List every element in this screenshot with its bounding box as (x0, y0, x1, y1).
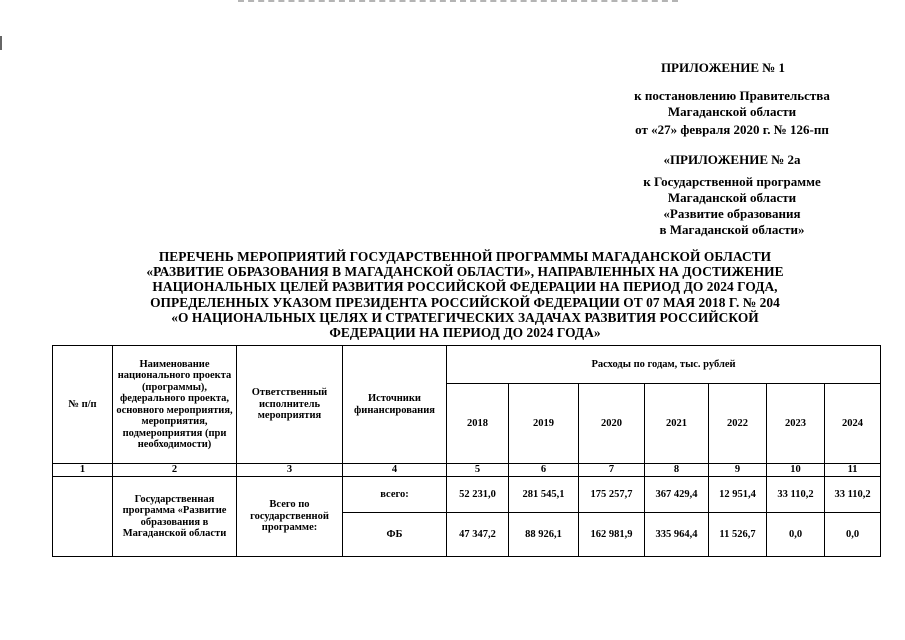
appendix-header (560, 60, 880, 238)
program-executor: Всего по государственной программе: (237, 477, 343, 557)
column-number: 10 (767, 464, 825, 477)
header-year: 2018 (447, 384, 509, 464)
column-number: 9 (709, 464, 767, 477)
header-year: 2024 (825, 384, 881, 464)
column-number: 2 (113, 464, 237, 477)
header-source: Источники финансирования (343, 346, 447, 464)
column-number: 5 (447, 464, 509, 477)
title-line: ФЕДЕРАЦИИ НА ПЕРИОД ДО 2024 ГОДА» (329, 325, 601, 341)
column-number: 1 (53, 464, 113, 477)
title-line: ОПРЕДЕЛЕННЫХ УКАЗОМ ПРЕЗИДЕНТА РОССИЙСКОЙ ФЕДЕРАЦИИ ОТ 07 МАЯ 2018 Г. № 204 (150, 294, 780, 310)
appendix-1-region: Магаданской области (667, 104, 797, 119)
scan-edge-tick (0, 36, 2, 50)
source-total: всего: (343, 477, 447, 513)
column-number: 7 (579, 464, 645, 477)
measures-table (52, 345, 881, 557)
value-cell: 47 347,2 (447, 513, 509, 557)
title-line: «РАЗВИТИЕ ОБРАЗОВАНИЯ В МАГАДАНСКОЙ ОБЛАСТИ», НАПРАВЛЕННЫХ НА ДОСТИЖЕНИЕ (146, 264, 784, 280)
program-num (53, 477, 113, 557)
document-title (60, 249, 870, 340)
value-cell: 175 257,7 (579, 477, 645, 513)
value-cell: 367 429,4 (645, 477, 709, 513)
title-line: НАЦИОНАЛЬНЫХ ЦЕЛЕЙ РАЗВИТИЯ РОССИЙСКОЙ ФЕДЕРАЦИИ НА ПЕРИОД ДО 2024 ГОДА, (152, 279, 778, 295)
appendix-1-title: ПРИЛОЖЕНИЕ № 1 (660, 60, 786, 75)
appendix-2a-region: Магаданской области (667, 190, 797, 205)
value-cell: 33 110,2 (825, 477, 881, 513)
header-name: Наименование национального проекта (программы), федерального проекта, основного мероприятия, мероприятия, подмероприятия (при необходимости) (113, 346, 237, 464)
header-year: 2020 (579, 384, 645, 464)
header-year: 2022 (709, 384, 767, 464)
column-number: 3 (237, 464, 343, 477)
appendix-2a-title: «ПРИЛОЖЕНИЕ № 2а (663, 152, 801, 167)
value-cell: 52 231,0 (447, 477, 509, 513)
appendix-2a-program-line: к Государственной программе (643, 174, 821, 189)
column-number: 6 (509, 464, 579, 477)
table-row (53, 477, 881, 513)
value-cell: 0,0 (767, 513, 825, 557)
value-cell: 11 526,7 (709, 513, 767, 557)
header-year: 2021 (645, 384, 709, 464)
value-cell: 162 981,9 (579, 513, 645, 557)
value-cell: 0,0 (825, 513, 881, 557)
header-year: 2019 (509, 384, 579, 464)
title-line: ПЕРЕЧЕНЬ МЕРОПРИЯТИЙ ГОСУДАРСТВЕННОЙ ПРОГРАММЫ МАГАДАНСКОЙ ОБЛАСТИ (158, 249, 772, 264)
value-cell: 12 951,4 (709, 477, 767, 513)
scan-edge-marks (238, 0, 678, 5)
appendix-2a-program-name: «Развитие образования (663, 206, 801, 221)
appendix-1-decree-line: к постановлению Правительства (634, 88, 830, 103)
program-name: Государственная программа «Развитие образования в Магаданской области (113, 477, 237, 557)
header-year: 2023 (767, 384, 825, 464)
source-fb: ФБ (343, 513, 447, 557)
title-line: «О НАЦИОНАЛЬНЫХ ЦЕЛЯХ И СТРАТЕГИЧЕСКИХ ЗАДАЧАХ РАЗВИТИЯ РОССИЙСКОЙ (171, 309, 759, 325)
value-cell: 33 110,2 (767, 477, 825, 513)
value-cell: 281 545,1 (509, 477, 579, 513)
column-number: 8 (645, 464, 709, 477)
header-executor: Ответственный исполнитель мероприятия (237, 346, 343, 464)
column-number: 4 (343, 464, 447, 477)
header-expenses: Расходы по годам, тыс. рублей (447, 346, 881, 384)
value-cell: 335 964,4 (645, 513, 709, 557)
value-cell: 88 926,1 (509, 513, 579, 557)
column-number: 11 (825, 464, 881, 477)
appendix-1-date: от «27» февраля 2020 г. № 126-пп (635, 122, 829, 137)
header-num: № п/п (53, 346, 113, 464)
appendix-2a-program-name-cont: в Магаданской области» (659, 222, 805, 237)
